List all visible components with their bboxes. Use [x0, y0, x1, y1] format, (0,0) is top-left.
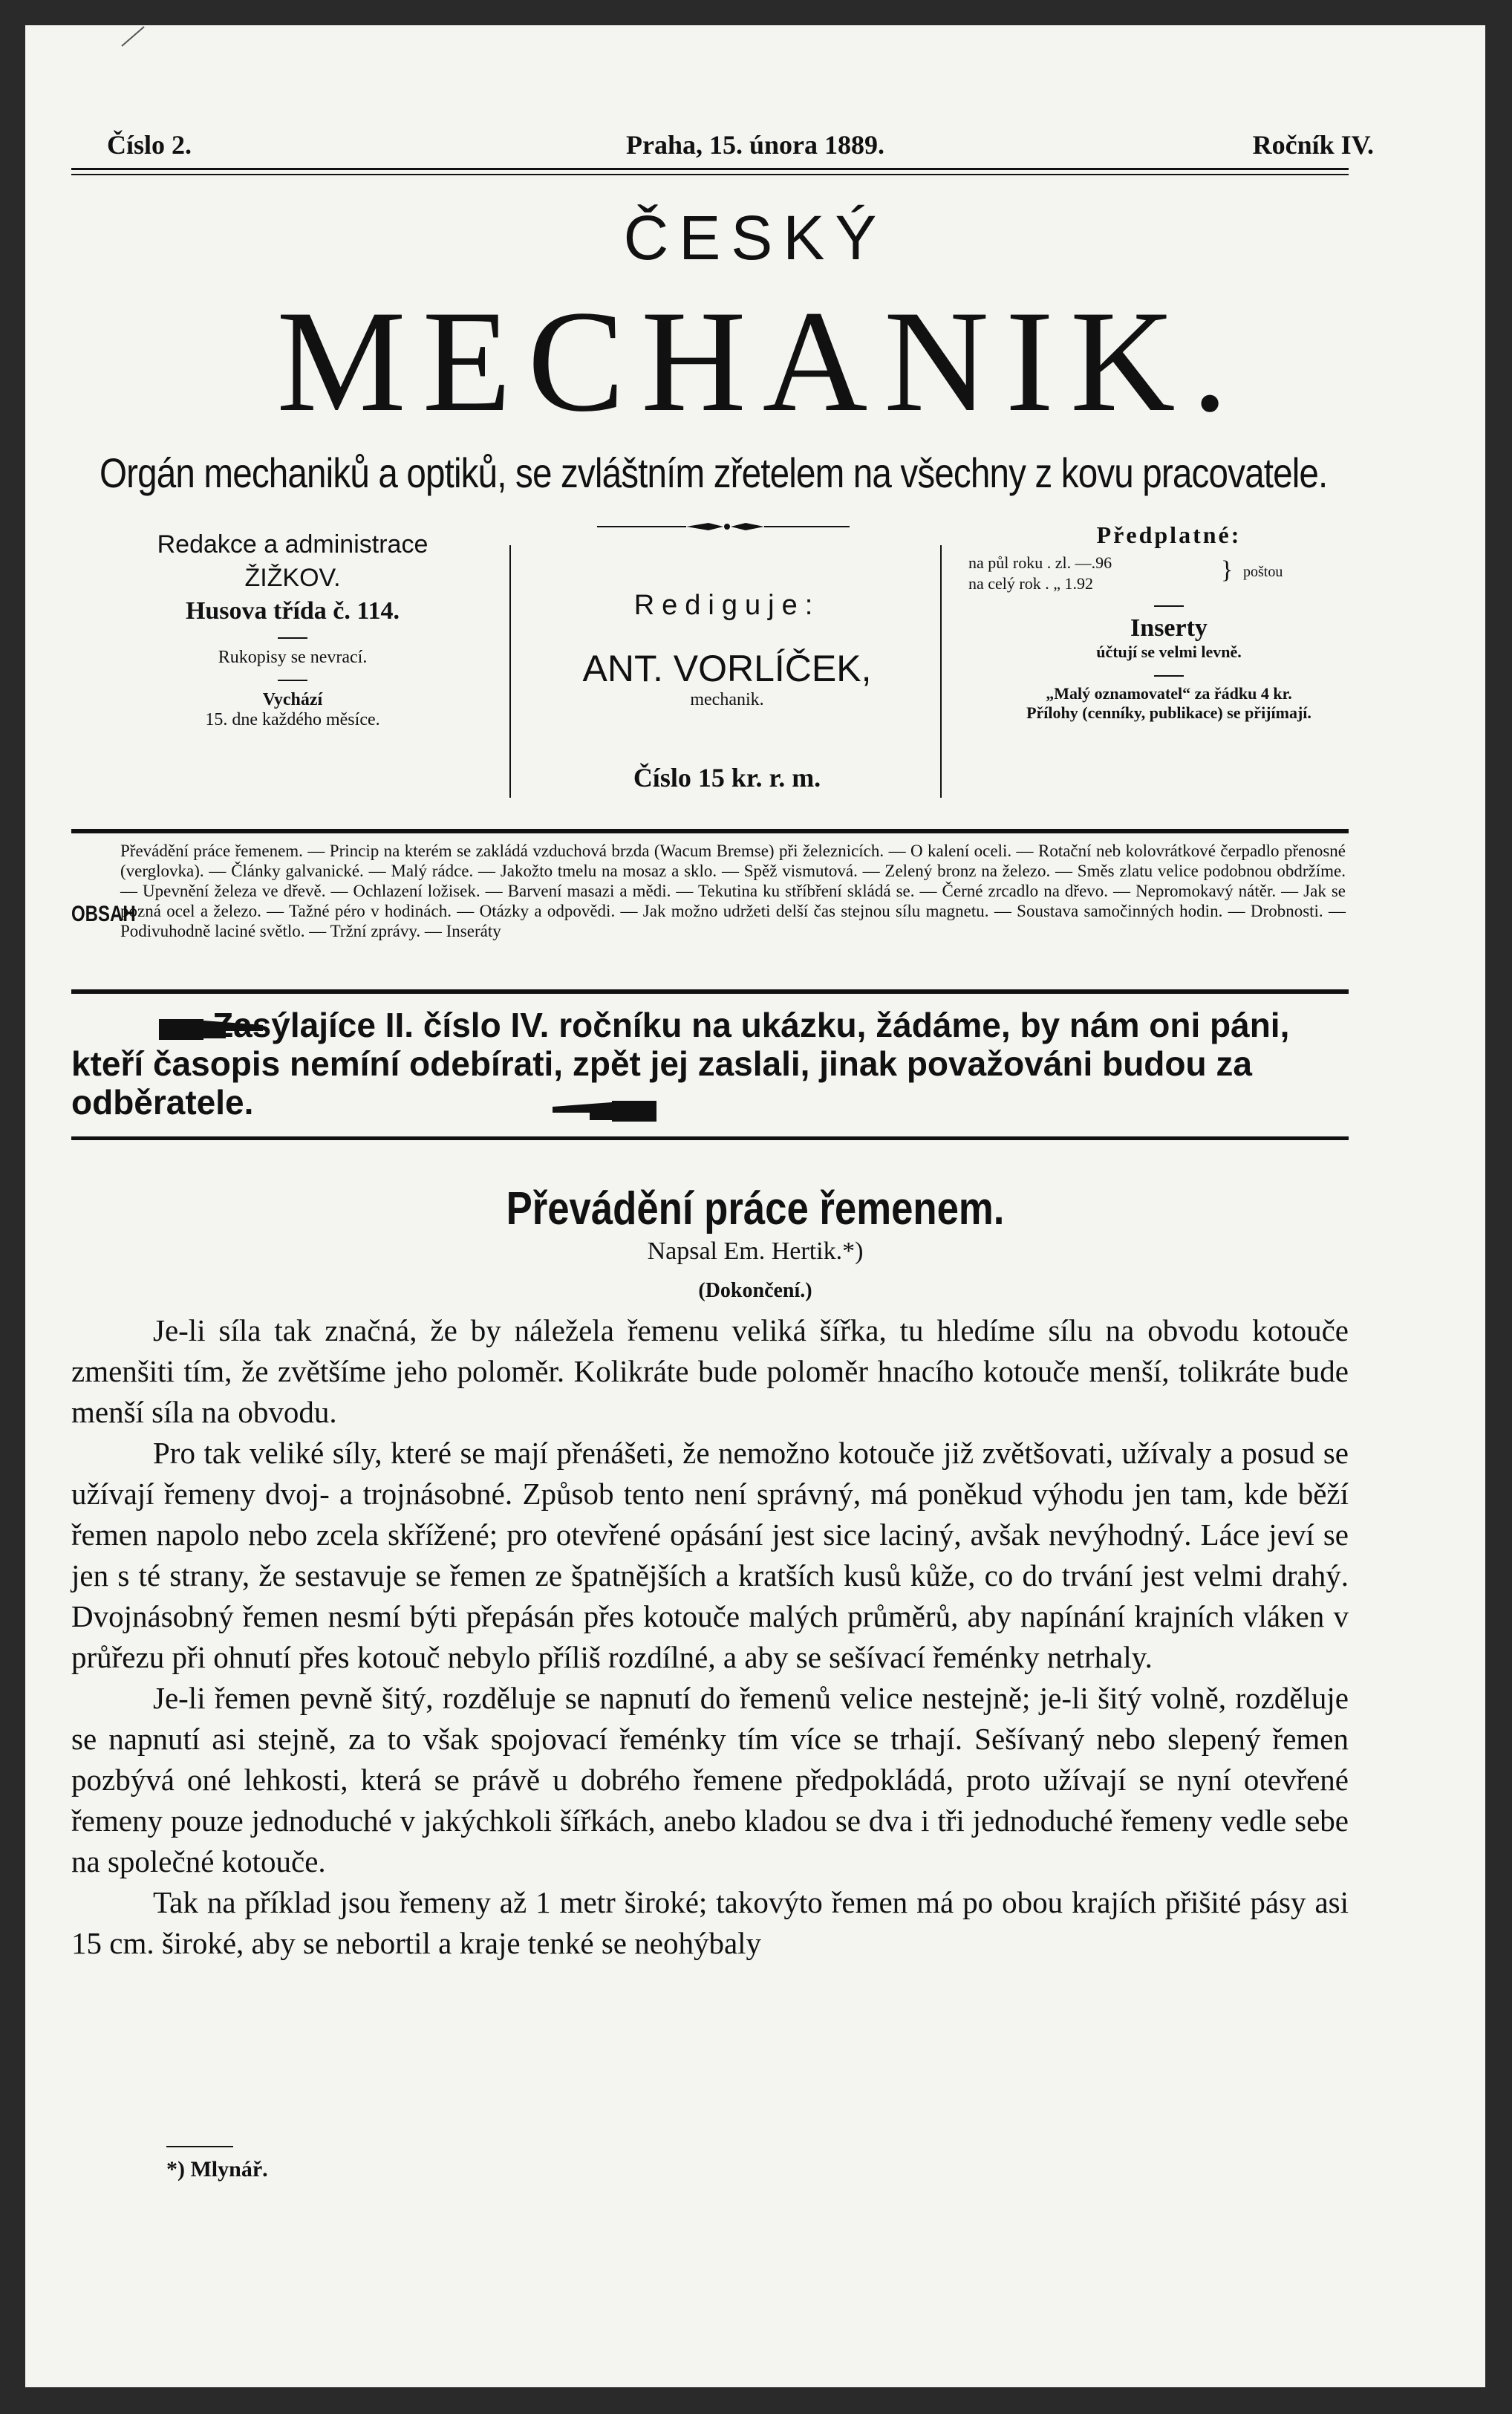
small-ads-note: „Malý oznamovatel“ za řádku 4 kr. — [1046, 684, 1292, 703]
editor-name: ANT. VORLÍČEK, — [582, 648, 872, 689]
editor-label: Rediguje: — [633, 590, 821, 621]
schedule-label: Vychází — [262, 690, 323, 709]
issue-number: Číslo 2. — [107, 130, 192, 160]
schedule-text: 15. dne každého měsíce. — [205, 710, 380, 729]
volume-number: Ročník IV. — [1252, 130, 1374, 160]
office-divider — [278, 637, 307, 639]
issue-price: Číslo 15 kr. r. m. — [633, 763, 821, 793]
office-line-2: ŽIŽKOV. — [244, 564, 341, 592]
contents-label: OBSAH — [71, 902, 136, 926]
masthead-title-top: ČESKÝ — [623, 203, 887, 273]
ornament-divider — [597, 521, 850, 532]
attachments-note: Přílohy (cenníky, publikace) se přijímají. — [1026, 703, 1311, 722]
article-paragraph: Je-li síla tak značná, že by náležela řemenu veliká šířka, tu hledíme sílu na obvodu kotouče zmenšiti tím, že zvětšíme jeho poloměr. Kolikráte bude poloměr hnacího kotouče menší, tolikráte bude menší síla na obvodu. — [71, 1313, 1349, 1429]
column-divider-right — [940, 545, 942, 798]
header-rule-bottom — [71, 174, 1349, 175]
pointing-hand-icon-reversed — [545, 1095, 656, 1128]
office-divider-2 — [278, 680, 307, 681]
subscription-divider-2 — [1154, 675, 1184, 677]
subscription-divider — [1154, 605, 1184, 607]
contents-rule-bottom — [71, 989, 1349, 994]
footnote-rule — [166, 2146, 233, 2147]
manuscripts-note: Rukopisy se nevrací. — [218, 648, 368, 667]
article-footnote: *) Mlynář. — [166, 2157, 268, 2182]
editor-role: mechanik. — [690, 690, 764, 709]
editor-block — [515, 590, 939, 793]
inserts-text: účtují se velmi levně. — [1096, 642, 1242, 661]
article-status: (Dokončení.) — [698, 1279, 812, 1302]
editorial-office-block — [85, 530, 501, 730]
contents-list: Převádění práce řemenem. — Princip na kterém se zakládá vzduchová brzda (Wacum Bremse) při železnicích. — O kalení oceli. — Rotační neb kolovrátkové čerpadlo přenosné (verglovka). — Články galvanické. — Malý rádce. — Jakožto tmelu na mosaz a sklo. — Spěž vismutová. — Zelený bronz na železo. — Směs zlatu velice podobnou obdržíme. — Upevnění železa ve dřevě. — Ochlazení ložisek. — Barvení masazi a mědi. — Tekutina ku stříbření skládá se. — Černé zrcadlo na dřevo. — Nepromokavý nátěr. — Jak se pozná ocel a železo. — Tažné péro v hodinách. — Otázky a odpovědi. — Jak možno udržeti delší čas stejnou sílu magnetu. — Soustava samočinných hodin. — Drobnosti. — Podivuhodně laciné světlo. — Tržní zprávy. — Inseráty — [120, 842, 1346, 940]
price-full-year: na celý rok . „ 1.92 — [968, 574, 1093, 593]
office-address: Husova třída č. 114. — [185, 597, 400, 625]
article-body — [71, 1310, 1349, 1964]
subscription-heading: Předplatné: — [1096, 521, 1242, 548]
masthead-title-main: MECHANIK. — [276, 281, 1245, 442]
masthead-subtitle: Orgán mechaniků a optiků, se zvláštním zřetelem na všechny z kovu pracovatele. — [100, 449, 1328, 496]
header-rule-top — [71, 168, 1349, 170]
delivery-note: poštou — [1243, 564, 1283, 580]
article-paragraph: Tak na příklad jsou řemeny až 1 metr široké; takovýto řemen má po obou krajích přišité pásy asi 15 cm. široké, aby se nebortil a kraje tenké se neohýbaly — [71, 1885, 1349, 1960]
place-date: Praha, 15. února 1889. — [625, 130, 884, 160]
article-paragraph: Je-li řemen pevně šitý, rozděluje se napnutí do řemenů velice nestejně; je-li šitý volně, rozděluje se napnutí asi stejně, za to však spojovací řeménky tím více se trhají. Sešívaný nebo slepený řemen pozbývá oné lehkosti, která se právě u dobrého řemene předpokládá, proto užívají se nyní otevřené řemeny pouze jednoduché v jakýchkoli šířkách, anebo kladou se dva i tři jednoduché řemeny vedle sebe na společné kotouče. — [71, 1681, 1349, 1878]
price-half-year: na půl roku . zl. —.96 — [968, 553, 1112, 572]
article-title: Převádění práce řemenem. — [506, 1183, 1005, 1234]
brace-icon: } — [1221, 556, 1234, 584]
article-author: Napsal Em. Hertik.*) — [647, 1237, 864, 1265]
office-line-1: Redakce a administrace — [157, 530, 428, 559]
inserts-heading: Inserty — [1130, 614, 1208, 642]
column-divider-left — [509, 545, 511, 798]
newspaper-page — [25, 25, 1485, 2387]
notice-rule — [71, 1136, 1349, 1140]
corner-pen-mark — [114, 25, 159, 48]
subscription-block — [946, 521, 1392, 723]
article-paragraph: Pro tak veliké síly, které se mají přenášeti, že nemožno kotouče již zvětšovati, užívaly a posud se užívají řemeny dvoj- a trojnásobné. Způsob tento není správný, má poněkud výhodu jen tam, kde běží řemen napolo nebo zcela skřížené; pro otevřené opásání jest sice laciný, avšak nevýhodný. Láce jeví se jen s té strany, že sestavuje se řemen ze špatnějších a kratších kusů kůže, co do trvání jest velmi drahý. Dvojnásobný řemen nesmí býti přepásán přes kotouče malých průměrů, aby napínání krajních vláken v průřezu při ohnutí přes kotouč nebylo příliš rozdílné, a aby se sešívací řeménky netrhaly. — [71, 1436, 1349, 1674]
subscription-notice: Zasýlajíce II. číslo IV. ročníku na ukázku, žádáme, by nám oni páni, kteří časopis nemíní odebírati, zpět jej zaslali, jinak považováni budou za odběratele. — [71, 1006, 1290, 1122]
contents-rule-top — [71, 829, 1349, 833]
